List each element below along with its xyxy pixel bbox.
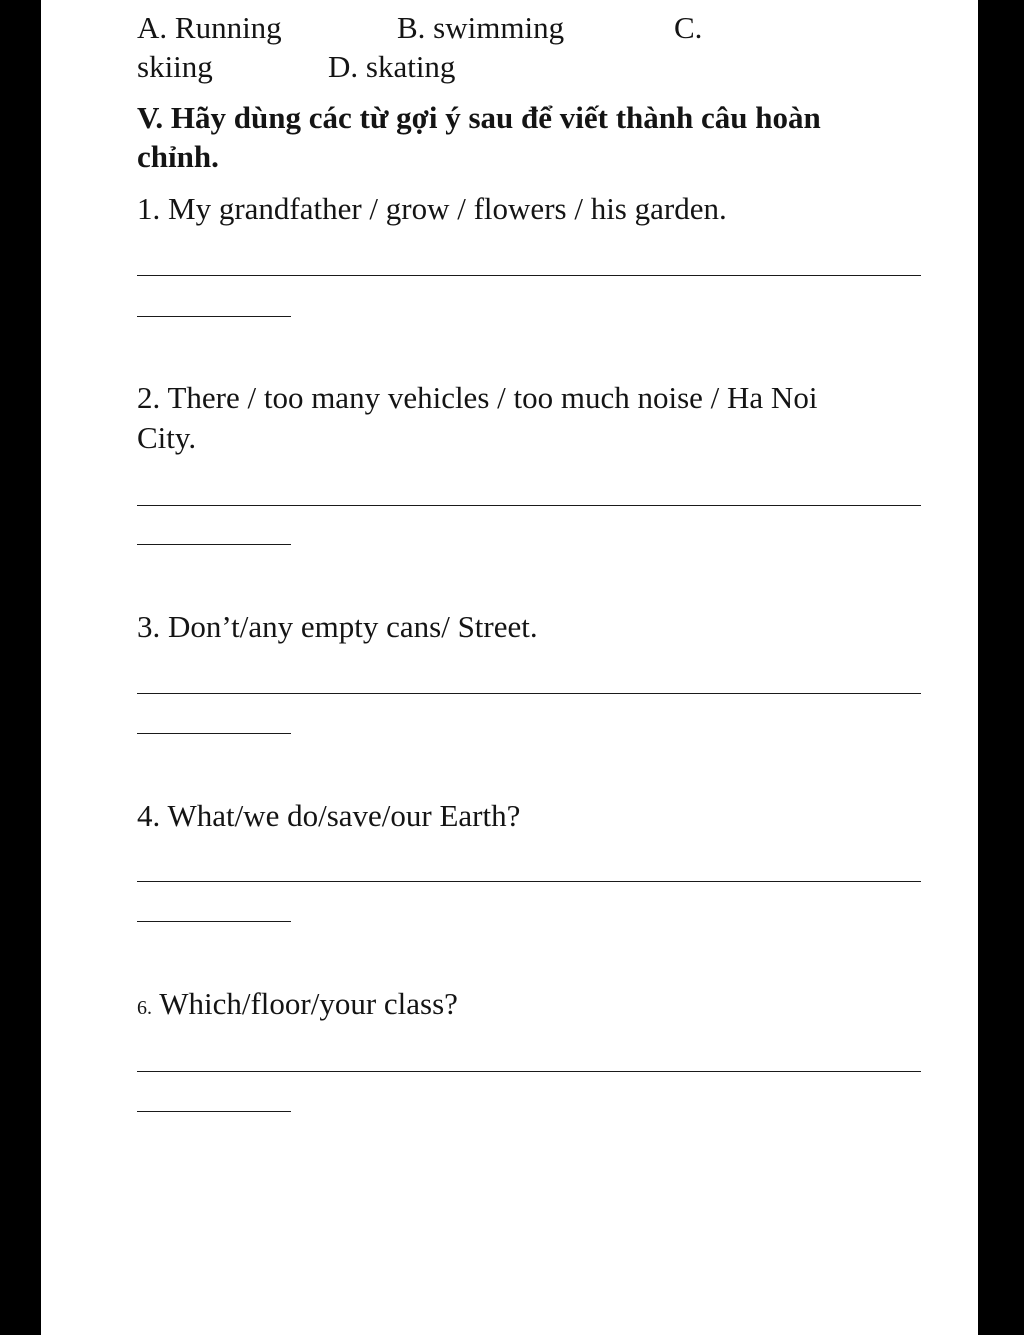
answer-line-4a bbox=[137, 881, 921, 882]
question-3: 3. Don’t/any empty cans/ Street. bbox=[137, 609, 538, 644]
answer-line-4b bbox=[137, 921, 291, 922]
answer-line-3a bbox=[137, 693, 921, 694]
answer-line-2a bbox=[137, 505, 921, 506]
section-heading-line-2: chỉnh. bbox=[137, 139, 219, 174]
worksheet-content bbox=[41, 0, 978, 1335]
option-d: D. skating bbox=[328, 49, 456, 84]
answer-line-6b bbox=[137, 1111, 291, 1112]
question-2-line-1: 2. There / too many vehicles / too much noise / Ha Noi bbox=[137, 380, 818, 415]
section-heading-line-1: V. Hãy dùng các từ gợi ý sau để viết thành câu hoàn bbox=[137, 100, 821, 135]
option-b: B. swimming bbox=[397, 10, 565, 45]
answer-line-1a bbox=[137, 275, 921, 276]
question-4: 4. What/we do/save/our Earth? bbox=[137, 798, 521, 833]
question-6 bbox=[137, 985, 458, 1027]
worksheet-page bbox=[41, 0, 978, 1335]
option-c-continued: skiing bbox=[137, 49, 213, 84]
question-6-number: 6. bbox=[137, 997, 152, 1019]
option-a: A. Running bbox=[137, 10, 282, 45]
question-6-text: Which/floor/your class? bbox=[159, 986, 458, 1021]
answer-line-1b bbox=[137, 316, 291, 317]
answer-line-6a bbox=[137, 1071, 921, 1072]
question-2-line-2: City. bbox=[137, 420, 197, 455]
answer-line-2b bbox=[137, 544, 291, 545]
option-c: C. bbox=[674, 10, 703, 45]
answer-line-3b bbox=[137, 733, 291, 734]
question-1: 1. My grandfather / grow / flowers / his garden. bbox=[137, 191, 727, 226]
